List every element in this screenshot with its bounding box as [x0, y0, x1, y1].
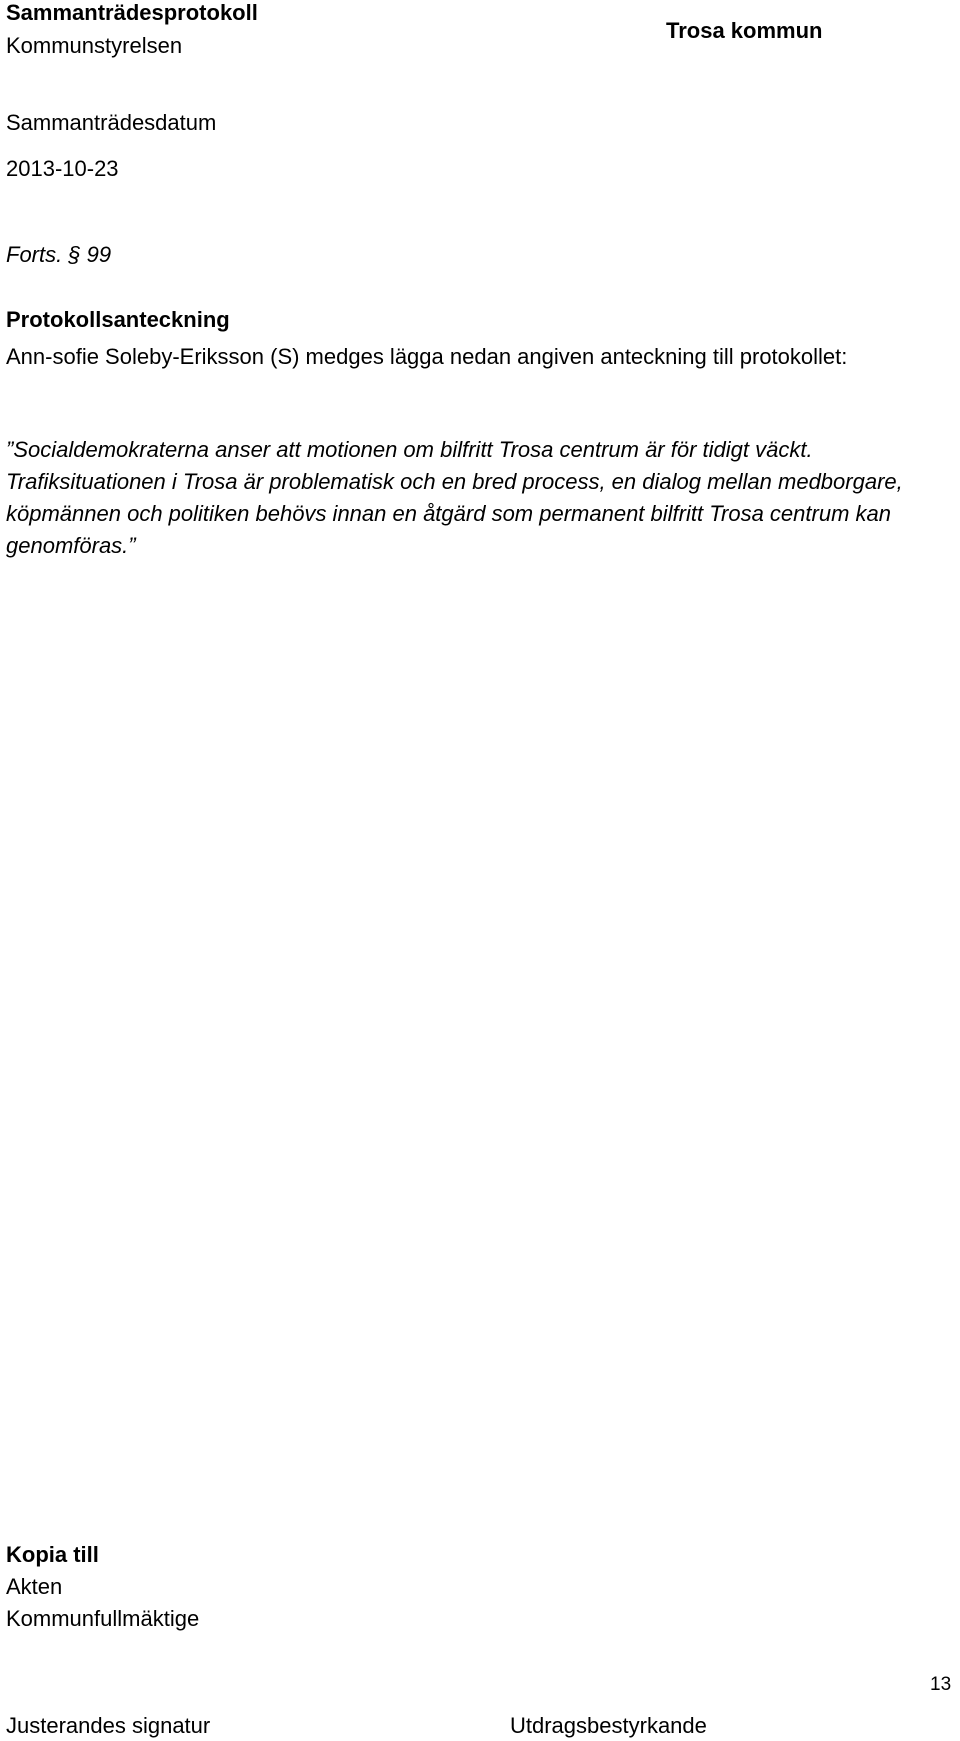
municipality-name: Trosa kommun: [666, 18, 823, 43]
note-intro-paragraph: Ann-sofie Soleby-Eriksson (S) medges lägga nedan angiven anteckning till protokollet:: [6, 344, 848, 369]
section-continuation: Forts. § 99: [6, 242, 112, 267]
committee-name: Kommunstyrelsen: [6, 33, 183, 58]
copy-recipient: Kommunfullmäktige: [6, 1606, 200, 1631]
signature-label: Justerandes signatur: [6, 1713, 211, 1738]
copies-heading: Kopia till: [6, 1542, 99, 1567]
meeting-date: 2013-10-23: [6, 156, 119, 181]
document-title: Sammanträdesprotokoll: [6, 0, 258, 25]
extract-certification-label: Utdragsbestyrkande: [510, 1713, 707, 1738]
meeting-date-label: Sammanträdesdatum: [6, 110, 217, 135]
section-heading: Protokollsanteckning: [6, 307, 230, 332]
page-number: 13: [930, 1674, 952, 1695]
note-quote-paragraph: ”Socialdemokraterna anser att motionen om bilfritt Trosa centrum är för tidigt väckt. Trafiksituationen i Trosa är problematisk och en bred process, en dialog mellan medborgare, köpmännen och politiken behövs innan en åtgärd som permanent bilfritt Trosa centrum kan genomföras.”: [6, 437, 903, 558]
copy-recipient: Akten: [6, 1574, 63, 1599]
